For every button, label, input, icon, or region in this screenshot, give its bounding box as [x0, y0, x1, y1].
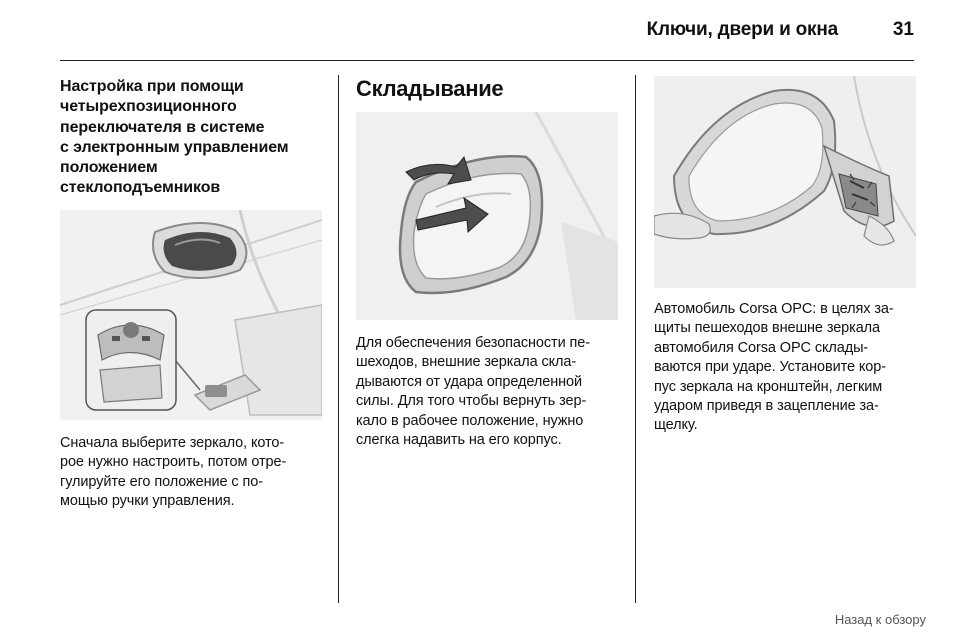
column-divider-2 [635, 75, 636, 603]
folding-heading: Складывание [356, 76, 504, 101]
adjustment-text: Сначала выберите зеркало, кото- рое нужно настроить, потом отре- гулируйте его положение с по- мощью ручки управления. [60, 435, 287, 510]
opc-text: Автомобиль Corsa OPC: в целях за- щиты пешеходов внешне зеркала автомобиля Corsa OPC склады- ваются при ударе. Установите кор- пус зеркала на кронштейн, легким ударом приведя в зацепление за- щелку. [654, 301, 894, 434]
opc-mirror-illustration [654, 76, 916, 288]
column-divider-1 [338, 75, 339, 603]
folding-mirror-drawing [356, 112, 618, 320]
back-to-overview-link[interactable]: Назад к обзору [834, 612, 926, 627]
mirror-switch-drawing [60, 210, 322, 420]
section-title: Ключи, двери и окна [646, 19, 838, 40]
adjustment-heading: Настройка при помощи четырехпозиционного переключателя в системе с электронным управлением положением стеклоподъемников [60, 78, 289, 197]
opc-mirror-drawing [654, 76, 916, 288]
mirror-switch-illustration [60, 210, 322, 420]
header-rule [60, 60, 914, 61]
folding-mirror-illustration [356, 112, 618, 320]
page-number: 31 [892, 19, 914, 40]
folding-text: Для обеспечения безопасности пе- шеходов, внешние зеркала скла- дываются от удара определенной силы. Для того чтобы вернуть зер- кало в рабочее положение, нужно слегка надавить на его корпус. [356, 335, 590, 449]
